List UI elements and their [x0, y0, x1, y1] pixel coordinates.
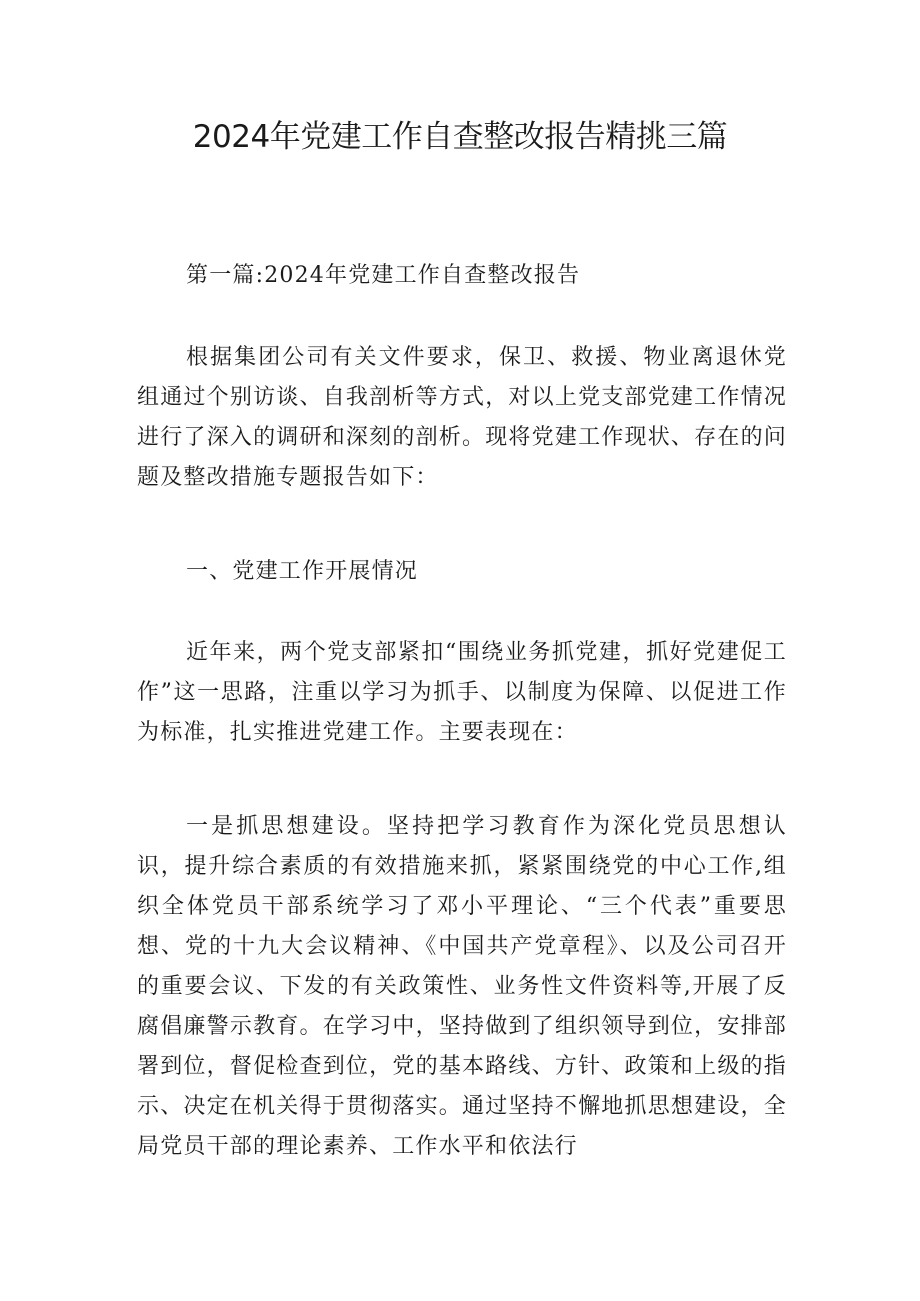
point-one-paragraph: 一是抓思想建设。坚持把学习教育作为深化党员思想认识，提升综合素质的有效措施来抓，紧紧围绕党的中心工作,组织全体党员干部系统学习了邓小平理论、“三个代表”重要思想、党的十九大会议精神、《中国共产党章程》、以及公司召开的重要会议、下发的有关政策性、业务性文件资料等,开展了反腐倡廉警示教育。在学习中，坚持做到了组织领导到位，安排部署到位，督促检查到位，党的基本路线、方针、政策和上级的指示、决定在机关得于贯彻落实。通过坚持不懈地抓思想建设，全局党员干部的理论素养、工作水平和依法行 — [137, 814, 787, 1159]
document-title: 2024年党建工作自查整改报告精挑三篇 — [192, 119, 728, 155]
section-intro-paragraph: 近年来，两个党支部紧扣“围绕业务抓党建，抓好党建促工作”这一思路，注重以学习为抓手、以制度为保障、以促进工作为标准，扎实推进党建工作。主要表现在： — [137, 640, 787, 745]
section-heading: 一、党建工作开展情况 — [186, 559, 419, 584]
chapter-subtitle: 第一篇:2024年党建工作自查整改报告 — [186, 263, 581, 288]
intro-paragraph: 根据集团公司有关文件要求，保卫、救援、物业离退休党组通过个别访谈、自我剖析等方式，对以上党支部党建工作情况进行了深入的调研和深刻的剖析。现将党建工作现状、存在的问题及整改措施专题报告如下： — [137, 345, 787, 490]
